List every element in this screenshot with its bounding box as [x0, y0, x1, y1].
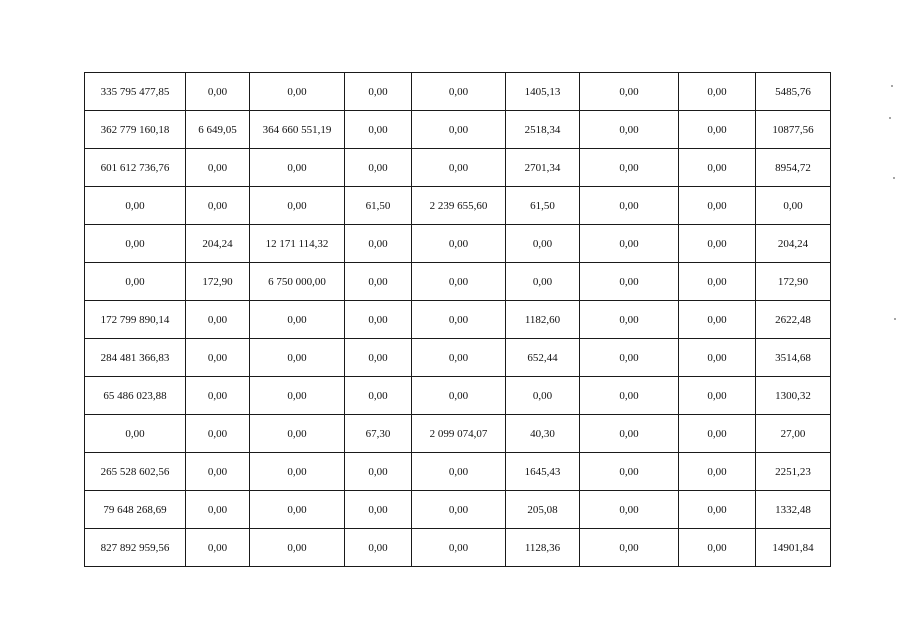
table-cell: 0,00 — [250, 73, 345, 111]
table-cell: 0,00 — [679, 187, 756, 225]
table-row — [85, 339, 831, 377]
table-cell: 1182,60 — [506, 301, 580, 339]
table-row — [85, 187, 831, 225]
table-cell: 0,00 — [679, 149, 756, 187]
table-cell: 0,00 — [345, 149, 412, 187]
table-cell: 0,00 — [186, 491, 250, 529]
table-cell: 0,00 — [250, 301, 345, 339]
table-cell: 0,00 — [85, 187, 186, 225]
table-cell: 79 648 268,69 — [85, 491, 186, 529]
table-cell: 0,00 — [580, 339, 679, 377]
table-cell: 0,00 — [85, 225, 186, 263]
table-cell: 172,90 — [756, 263, 831, 301]
table-cell: 172,90 — [186, 263, 250, 301]
table-cell: 0,00 — [580, 453, 679, 491]
table-cell: 0,00 — [580, 73, 679, 111]
table-cell: 0,00 — [679, 415, 756, 453]
scan-speck — [893, 177, 895, 179]
table-cell: 0,00 — [186, 187, 250, 225]
table-cell: 0,00 — [679, 263, 756, 301]
table-cell: 0,00 — [580, 111, 679, 149]
table-cell: 0,00 — [345, 491, 412, 529]
table-cell: 0,00 — [679, 301, 756, 339]
scan-speck — [889, 117, 891, 119]
table-cell: 0,00 — [412, 111, 506, 149]
table-cell: 0,00 — [250, 453, 345, 491]
table-cell: 0,00 — [186, 415, 250, 453]
table-cell: 0,00 — [506, 377, 580, 415]
table-cell: 827 892 959,56 — [85, 529, 186, 567]
table-body — [85, 73, 831, 567]
table-cell: 364 660 551,19 — [250, 111, 345, 149]
table-cell: 0,00 — [85, 263, 186, 301]
table-cell: 0,00 — [250, 415, 345, 453]
table-cell: 0,00 — [580, 149, 679, 187]
table-cell: 2 099 074,07 — [412, 415, 506, 453]
table-row — [85, 529, 831, 567]
table-row — [85, 73, 831, 111]
table-cell: 0,00 — [679, 377, 756, 415]
table-cell: 2518,34 — [506, 111, 580, 149]
table-cell: 2 239 655,60 — [412, 187, 506, 225]
table-cell: 0,00 — [250, 377, 345, 415]
table-cell: 0,00 — [412, 73, 506, 111]
table-cell: 0,00 — [412, 225, 506, 263]
scan-speck — [894, 318, 896, 320]
scan-speck — [891, 85, 893, 87]
table-cell: 0,00 — [186, 377, 250, 415]
table-cell: 0,00 — [345, 529, 412, 567]
table-cell: 284 481 366,83 — [85, 339, 186, 377]
table-cell: 0,00 — [580, 225, 679, 263]
table-cell: 0,00 — [412, 529, 506, 567]
table-row — [85, 301, 831, 339]
data-table — [84, 72, 831, 567]
table-cell: 335 795 477,85 — [85, 73, 186, 111]
table-cell: 0,00 — [679, 73, 756, 111]
table-cell: 65 486 023,88 — [85, 377, 186, 415]
table-row — [85, 263, 831, 301]
table-cell: 0,00 — [186, 73, 250, 111]
table-cell: 0,00 — [412, 453, 506, 491]
table-cell: 0,00 — [412, 263, 506, 301]
table-cell: 27,00 — [756, 415, 831, 453]
table-cell: 1405,13 — [506, 73, 580, 111]
table-cell: 0,00 — [580, 491, 679, 529]
table-cell: 0,00 — [679, 529, 756, 567]
table-cell: 0,00 — [345, 225, 412, 263]
table-cell: 0,00 — [679, 491, 756, 529]
table-row — [85, 491, 831, 529]
table-cell: 0,00 — [186, 301, 250, 339]
table-cell: 0,00 — [412, 301, 506, 339]
table-row — [85, 149, 831, 187]
table-cell: 0,00 — [186, 529, 250, 567]
table-cell: 0,00 — [250, 491, 345, 529]
table-cell: 0,00 — [412, 491, 506, 529]
table-cell: 0,00 — [345, 73, 412, 111]
table-cell: 265 528 602,56 — [85, 453, 186, 491]
table-cell: 2622,48 — [756, 301, 831, 339]
table-row — [85, 111, 831, 149]
table-cell: 0,00 — [250, 187, 345, 225]
table-cell: 0,00 — [250, 529, 345, 567]
table-cell: 652,44 — [506, 339, 580, 377]
table-cell: 362 779 160,18 — [85, 111, 186, 149]
table-cell: 2701,34 — [506, 149, 580, 187]
table-cell: 0,00 — [250, 149, 345, 187]
table-cell: 1128,36 — [506, 529, 580, 567]
table-cell: 0,00 — [186, 453, 250, 491]
table-cell: 61,50 — [345, 187, 412, 225]
table-cell: 0,00 — [580, 529, 679, 567]
table-cell: 1332,48 — [756, 491, 831, 529]
table-cell: 0,00 — [345, 453, 412, 491]
table-row — [85, 377, 831, 415]
table-cell: 0,00 — [580, 415, 679, 453]
table-cell: 0,00 — [679, 225, 756, 263]
table-cell: 172 799 890,14 — [85, 301, 186, 339]
table-cell: 0,00 — [756, 187, 831, 225]
table-cell: 0,00 — [345, 263, 412, 301]
table-cell: 12 171 114,32 — [250, 225, 345, 263]
table-cell: 0,00 — [506, 225, 580, 263]
table-cell: 1645,43 — [506, 453, 580, 491]
table-cell: 0,00 — [412, 339, 506, 377]
table-cell: 0,00 — [186, 339, 250, 377]
table-cell: 0,00 — [580, 301, 679, 339]
table-cell: 10877,56 — [756, 111, 831, 149]
table-cell: 0,00 — [345, 301, 412, 339]
table-cell: 0,00 — [85, 415, 186, 453]
table-cell: 0,00 — [250, 339, 345, 377]
table-cell: 0,00 — [679, 111, 756, 149]
table-cell: 0,00 — [679, 453, 756, 491]
table-cell: 14901,84 — [756, 529, 831, 567]
table-cell: 204,24 — [756, 225, 831, 263]
table-cell: 0,00 — [345, 377, 412, 415]
table-cell: 40,30 — [506, 415, 580, 453]
table-cell: 0,00 — [580, 263, 679, 301]
table-cell: 67,30 — [345, 415, 412, 453]
table-cell: 204,24 — [186, 225, 250, 263]
table-cell: 3514,68 — [756, 339, 831, 377]
table-cell: 5485,76 — [756, 73, 831, 111]
table-cell: 0,00 — [506, 263, 580, 301]
table-cell: 2251,23 — [756, 453, 831, 491]
table-cell: 0,00 — [580, 377, 679, 415]
table-cell: 601 612 736,76 — [85, 149, 186, 187]
table-cell: 61,50 — [506, 187, 580, 225]
table-cell: 0,00 — [412, 149, 506, 187]
table-cell: 0,00 — [345, 339, 412, 377]
table-cell: 0,00 — [412, 377, 506, 415]
table-row — [85, 453, 831, 491]
table-cell: 0,00 — [679, 339, 756, 377]
table-row — [85, 225, 831, 263]
table-cell: 8954,72 — [756, 149, 831, 187]
table-cell: 0,00 — [580, 187, 679, 225]
table-cell: 0,00 — [345, 111, 412, 149]
table-cell: 6 649,05 — [186, 111, 250, 149]
table-cell: 0,00 — [186, 149, 250, 187]
table-cell: 1300,32 — [756, 377, 831, 415]
table-cell: 6 750 000,00 — [250, 263, 345, 301]
table-row — [85, 415, 831, 453]
table-cell: 205,08 — [506, 491, 580, 529]
